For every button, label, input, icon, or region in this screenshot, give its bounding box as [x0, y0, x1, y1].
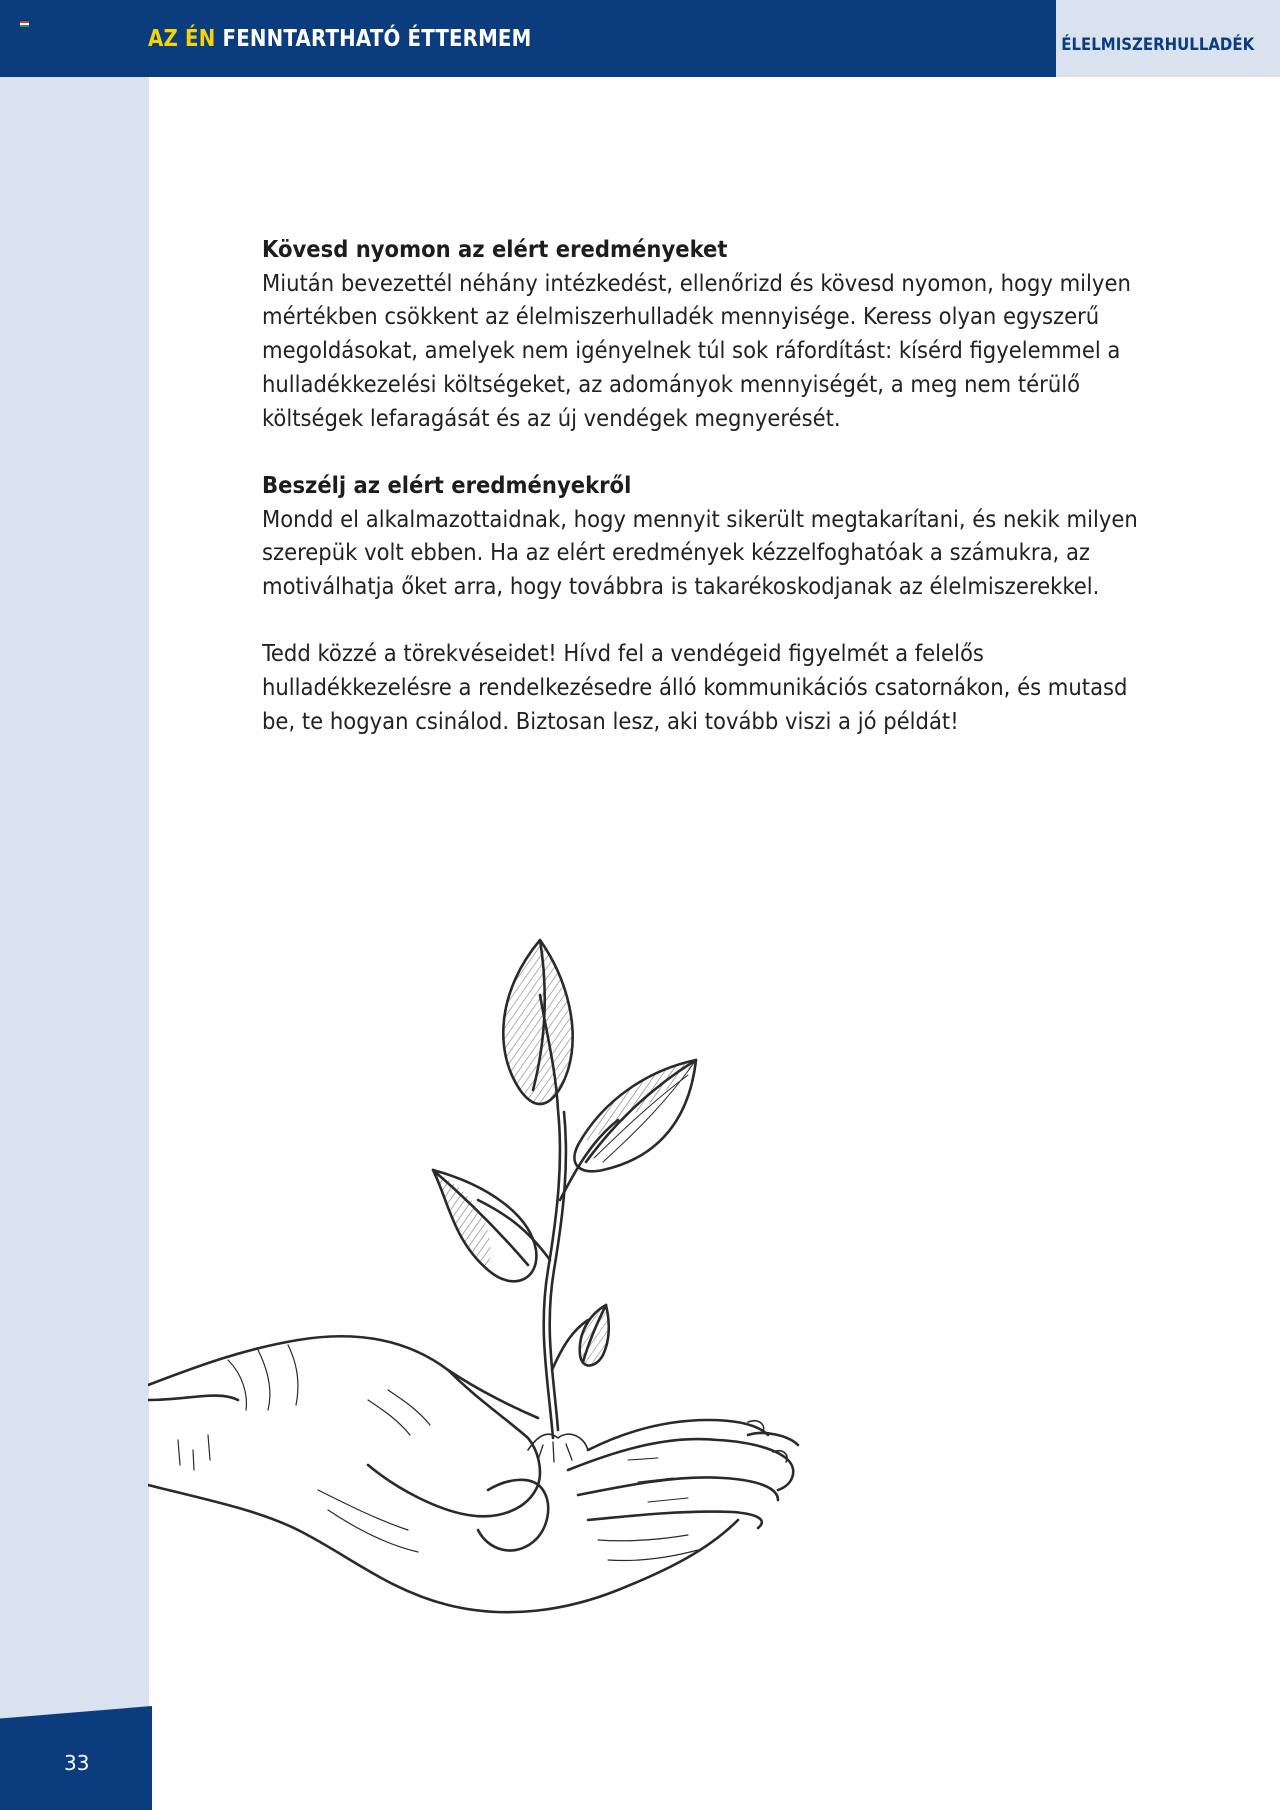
page-title-accent: AZ ÉN	[148, 26, 216, 52]
section-body-track-results: Miután bevezettél néhány intézkedést, ellenőrizd és kövesd nyomon, hogy milyen mértékben csökkent az élelmiszerhulladék mennyisége. Keress olyan egyszerű megoldásokat, amelyek nem igényelnek túl sok ráfordítást: kísérd figyelemmel a hulladékkezelési költségeket, az adományok mennyiségét, a meg nem térülő költségek lefaragását és az új vendégek megnyerését.	[262, 268, 1131, 432]
section-label: ÉLELMISZERHULLADÉK	[1061, 35, 1254, 55]
section-heading-talk-results: Beszélj az elért eredményekről	[262, 470, 632, 499]
page-number: 33	[64, 1751, 90, 1775]
section-body-talk-results: Mondd el alkalmazottaidnak, hogy mennyit sikerült megtakarítani, és nekik milyen szerepük volt ebben. Ha az elért eredmények kézzelfoghatóak a számukra, az motiválhatja őket arra, hogy továbbra is takarékoskodjanak az élelmiszerekkel.	[262, 504, 1138, 601]
section-heading-track-results: Kövesd nyomon az elért eredményeket	[262, 235, 728, 263]
header-bar	[0, 0, 1056, 77]
page-title	[148, 26, 531, 52]
hungary-flag-icon	[20, 21, 29, 27]
main-content	[262, 233, 1142, 772]
left-margin-strip	[0, 77, 149, 1810]
closing-paragraph: Tedd közzé a törekvéseidet! Hívd fel a vendégeid figyelmét a felelős hulladékkezelésre a rendelkezésedre álló kommunikációs csatornákon, és mutasd be, te hogyan csinálod. Biztosan lesz, aki tovább viszi a jó példát!	[262, 639, 1128, 735]
section-tab	[1056, 0, 1280, 77]
page-title-rest: FENNTARTHATÓ ÉTTERMEM	[222, 26, 532, 52]
hand-holding-seedling-icon	[148, 930, 868, 1680]
